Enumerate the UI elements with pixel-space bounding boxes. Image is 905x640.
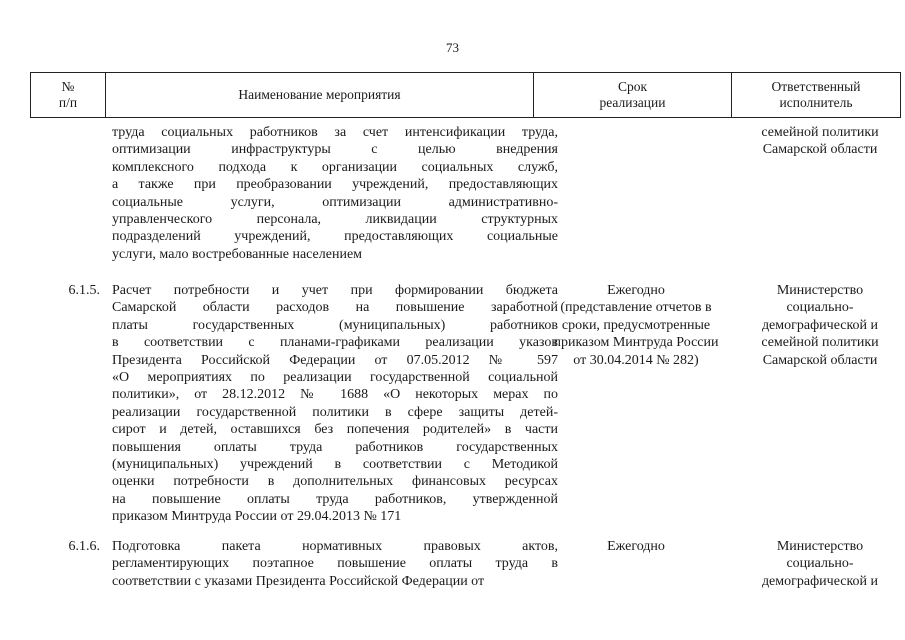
description-line: приказом Минтруда России от 29.04.2013 № 171 xyxy=(112,509,402,525)
row-responsible xyxy=(740,124,900,159)
responsible-line: демографической и xyxy=(761,573,879,589)
responsible-line: Министерство xyxy=(776,283,864,298)
responsible-line: семейной политики xyxy=(761,335,879,351)
term-line: сроки, предусмотренные xyxy=(561,317,711,333)
responsible-line: социально- xyxy=(786,556,854,572)
description-line: управленческого персонала, ликвидации структурных xyxy=(112,212,558,228)
description-line: соответствии с указами Президента Российской Федерации от xyxy=(112,573,485,589)
responsible-line: Министерство xyxy=(776,539,864,554)
row-description xyxy=(112,282,558,526)
description-line: Подготовка пакета нормативных правовых актов, xyxy=(112,539,558,554)
responsible-line: Самарской области xyxy=(762,142,878,158)
row-term xyxy=(538,538,734,555)
description-line: а также при преобразовании учреждений, предоставляющих xyxy=(112,177,558,193)
responsible-line: демографической и xyxy=(761,317,879,333)
description-line: оценки потребности в дополнительных финансовых ресурсах xyxy=(112,474,558,490)
term-line: Ежегодно xyxy=(607,283,665,298)
row-number: 6.1.5. xyxy=(68,283,100,298)
row-description xyxy=(112,124,558,263)
row-number: 6.1.6. xyxy=(68,539,100,554)
description-line: сирот и детей, оставшихся без попечения родителей» в части xyxy=(112,422,558,438)
description-line: повышения оплаты труда работников государственных xyxy=(112,439,558,455)
description-line: (муниципальных) учреждений в соответствии с Методикой xyxy=(112,457,558,473)
description-line: социальные услуги, оптимизации административно- xyxy=(112,194,558,210)
description-line: политики», от 28.12.2012 № 1688 «О некоторых мерах по xyxy=(112,387,558,403)
row-term xyxy=(538,282,734,369)
header-resp: Ответственный исполнитель xyxy=(732,73,901,118)
table-header xyxy=(30,72,901,118)
row-description xyxy=(112,538,558,590)
description-line: в соответствии с планами-графиками реализации указов xyxy=(112,335,558,351)
row-responsible xyxy=(740,538,900,590)
term-line: (представление отчетов в xyxy=(560,300,712,316)
description-line: Президента Российской Федерации от 07.05.2012 № 597 xyxy=(112,352,558,368)
row-responsible xyxy=(740,282,900,369)
responsible-line: социально- xyxy=(786,300,854,316)
description-line: на повышение оплаты труда работников, утвержденной xyxy=(112,491,558,507)
header-num: № п/п xyxy=(31,73,106,118)
description-line: платы государственных (муниципальных) работников xyxy=(112,317,558,333)
description-line: «О мероприятиях по реализации государственной социальной xyxy=(112,370,558,386)
description-line: Расчет потребности и учет при формировании бюджета xyxy=(112,283,558,298)
description-line: регламентирующих поэтапное повышение оплаты труда в xyxy=(112,556,558,572)
term-line: Ежегодно xyxy=(607,539,665,554)
description-line: подразделений учреждений, предоставляющих социальные xyxy=(112,229,558,245)
header-term: Срок реализации xyxy=(534,73,732,118)
responsible-line: семейной политики xyxy=(761,125,879,140)
description-line: Самарской области расходов на повышение заработной xyxy=(112,300,558,316)
description-line: оптимизации инфраструктуры с целью внедрения xyxy=(112,142,558,158)
description-line: труда социальных работников за счет интенсификации труда, xyxy=(112,125,558,140)
description-line: услуги, мало востребованные населением xyxy=(112,246,363,262)
responsible-line: Самарской области xyxy=(762,352,878,368)
term-line: от 30.04.2014 № 282) xyxy=(573,352,699,368)
description-line: реализации государственной политики в сфере защиты детей- xyxy=(112,404,558,420)
page-number: 73 xyxy=(446,40,459,55)
description-line: комплексного подхода к организации социальных служб, xyxy=(112,159,558,175)
term-line: приказом Минтруда России xyxy=(553,335,719,351)
header-name: Наименование мероприятия xyxy=(106,73,534,118)
